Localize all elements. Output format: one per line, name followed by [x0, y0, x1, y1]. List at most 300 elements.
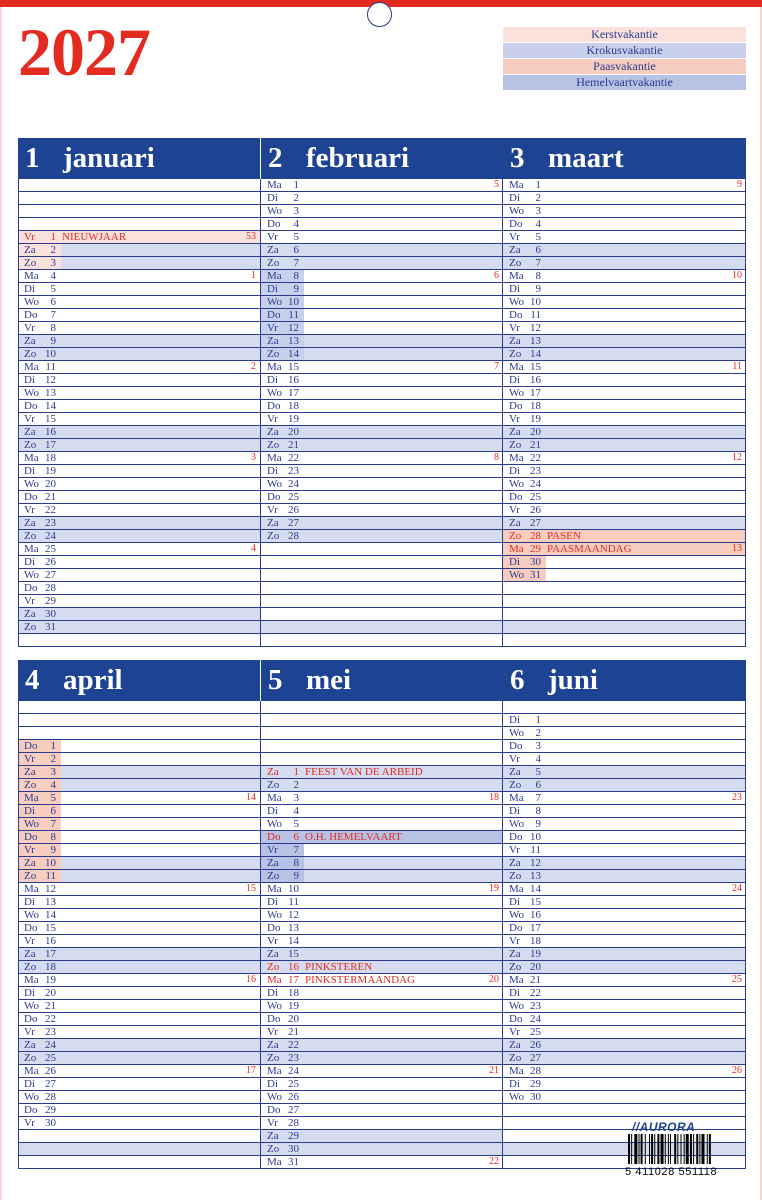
weekday: Wo — [267, 205, 283, 217]
month-number: 1 — [25, 142, 40, 174]
weekday: Vr — [509, 413, 520, 425]
month-header-april — [18, 660, 260, 701]
weekday: Di — [509, 805, 520, 817]
day-number: 25 — [288, 1078, 299, 1090]
day-number: 10 — [288, 883, 299, 895]
weekday: Di — [267, 465, 278, 477]
weekday: Vr — [509, 935, 520, 947]
column-divider — [18, 701, 19, 1169]
empty-row — [18, 1143, 260, 1156]
day-row — [503, 452, 746, 465]
weekday: Do — [509, 218, 523, 230]
day-row — [261, 530, 503, 543]
day-row — [503, 465, 746, 478]
day-number: 25 — [288, 491, 299, 503]
month-header-maart — [503, 138, 746, 179]
day-number: 23 — [45, 1026, 56, 1038]
weekday: Za — [509, 1039, 521, 1051]
week-number: 23 — [732, 792, 742, 803]
day-number: 16 — [45, 935, 56, 947]
weekday: Vr — [509, 1026, 520, 1038]
weekday: Zo — [509, 530, 522, 542]
month-name: februari — [306, 142, 410, 174]
day-number: 18 — [530, 400, 541, 412]
day-row — [18, 608, 260, 621]
weekday: Di — [509, 283, 520, 295]
empty-row — [18, 701, 260, 714]
day-row — [18, 543, 260, 556]
day-row — [261, 296, 503, 309]
empty-row — [18, 1130, 260, 1143]
day-number: 8 — [293, 857, 299, 869]
day-number: 3 — [293, 205, 299, 217]
day-row — [261, 413, 503, 426]
day-number: 23 — [530, 1000, 541, 1012]
month-name: juni — [548, 664, 598, 696]
day-number: 13 — [530, 870, 541, 882]
empty-row — [503, 621, 746, 634]
day-number: 25 — [45, 543, 56, 555]
day-row — [503, 530, 746, 543]
day-row — [503, 779, 746, 792]
day-number: 24 — [530, 1013, 541, 1025]
day-row — [503, 1078, 746, 1091]
day-number: 30 — [288, 1143, 299, 1155]
day-number: 5 — [535, 766, 541, 778]
day-row — [261, 935, 503, 948]
month-header-januari — [18, 138, 260, 179]
day-number: 19 — [288, 1000, 299, 1012]
day-row — [18, 504, 260, 517]
day-row — [503, 387, 746, 400]
weekday: Ma — [267, 1065, 282, 1077]
week-number: 13 — [732, 543, 742, 554]
day-row — [18, 1104, 260, 1117]
weekday: Vr — [24, 844, 35, 856]
empty-row — [261, 634, 503, 647]
day-row — [261, 218, 503, 231]
day-row — [503, 179, 746, 192]
weekday: Za — [24, 766, 36, 778]
day-row — [503, 192, 746, 205]
day-number: 11 — [288, 309, 299, 321]
legend-kerstvakantie: Kerstvakantie — [503, 27, 746, 42]
weekday: Vr — [24, 753, 35, 765]
day-number: 11 — [45, 361, 56, 373]
day-number: 12 — [45, 883, 56, 895]
day-row — [18, 1065, 260, 1078]
day-number: 19 — [45, 974, 56, 986]
day-row — [18, 857, 260, 870]
weekday: Wo — [509, 478, 525, 490]
weekday: Za — [509, 517, 521, 529]
week-number: 5 — [494, 179, 499, 190]
day-number: 7 — [293, 257, 299, 269]
weekday: Ma — [267, 179, 282, 191]
day-row — [18, 296, 260, 309]
day-row — [18, 779, 260, 792]
day-row — [261, 322, 503, 335]
day-row — [261, 766, 503, 779]
weekday: Ma — [24, 543, 39, 555]
day-row — [261, 361, 503, 374]
day-number: 17 — [45, 439, 56, 451]
day-row — [18, 766, 260, 779]
day-number: 3 — [535, 205, 541, 217]
day-row — [18, 1000, 260, 1013]
month-number: 3 — [510, 142, 525, 174]
day-number: 20 — [288, 1013, 299, 1025]
holiday-label: PAASMAANDAG — [547, 543, 632, 555]
weekday: Za — [509, 948, 521, 960]
weekday: Za — [267, 335, 279, 347]
day-number: 20 — [288, 426, 299, 438]
weekday: Zo — [24, 530, 37, 542]
day-number: 29 — [45, 595, 56, 607]
day-number: 26 — [45, 556, 56, 568]
empty-row — [261, 543, 503, 556]
day-number: 16 — [530, 909, 541, 921]
legend-hemelvaartvakantie: Hemelvaartvakantie — [503, 75, 746, 90]
week-number: 11 — [732, 361, 742, 372]
day-number: 12 — [288, 322, 299, 334]
day-row — [503, 896, 746, 909]
day-row — [261, 205, 503, 218]
weekday: Za — [24, 517, 36, 529]
day-number: 13 — [288, 922, 299, 934]
weekday: Vr — [509, 844, 520, 856]
day-number: 26 — [288, 504, 299, 516]
day-row — [18, 987, 260, 1000]
day-number: 23 — [530, 465, 541, 477]
month-header-mei — [261, 660, 503, 701]
day-number: 1 — [293, 179, 299, 191]
weekday: Di — [24, 987, 35, 999]
weekday: Vr — [509, 753, 520, 765]
weekday: Zo — [24, 621, 37, 633]
week-number: 19 — [489, 883, 499, 894]
weekday: Vr — [267, 1026, 278, 1038]
day-number: 27 — [45, 1078, 56, 1090]
day-number: 24 — [288, 1065, 299, 1077]
day-number: 30 — [530, 1091, 541, 1103]
day-row — [18, 465, 260, 478]
weekday: Vr — [24, 595, 35, 607]
day-number: 26 — [530, 1039, 541, 1051]
empty-row — [18, 179, 260, 192]
day-number: 27 — [288, 517, 299, 529]
day-number: 19 — [288, 413, 299, 425]
weekday: Do — [509, 922, 523, 934]
weekday: Ma — [267, 883, 282, 895]
empty-row — [18, 634, 260, 647]
day-number: 21 — [288, 439, 299, 451]
day-row — [503, 335, 746, 348]
empty-row — [261, 727, 503, 740]
day-row — [18, 361, 260, 374]
hanging-hole — [367, 2, 392, 27]
day-row — [18, 1013, 260, 1026]
column-divider — [502, 701, 503, 1169]
day-row — [503, 270, 746, 283]
weekday: Zo — [267, 1143, 280, 1155]
day-row — [261, 974, 503, 987]
day-number: 4 — [50, 270, 56, 282]
day-row — [261, 283, 503, 296]
weekday: Za — [509, 335, 521, 347]
day-number: 11 — [530, 844, 541, 856]
empty-row — [503, 595, 746, 608]
weekday: Zo — [24, 779, 37, 791]
weekday: Vr — [509, 231, 520, 243]
day-row — [18, 883, 260, 896]
day-row — [18, 257, 260, 270]
weekday: Do — [267, 218, 281, 230]
day-number: 29 — [530, 1078, 541, 1090]
day-row — [18, 348, 260, 361]
column-divider — [745, 701, 746, 1169]
day-number: 19 — [530, 413, 541, 425]
weekday: Di — [509, 987, 520, 999]
week-number: 18 — [489, 792, 499, 803]
day-number: 26 — [45, 1065, 56, 1077]
day-number: 21 — [530, 439, 541, 451]
day-number: 6 — [50, 805, 56, 817]
day-number: 23 — [288, 465, 299, 477]
day-row — [503, 556, 746, 569]
day-number: 2 — [50, 753, 56, 765]
day-row — [503, 543, 746, 556]
day-number: 29 — [530, 543, 541, 555]
weekday: Ma — [24, 1065, 39, 1077]
weekday: Zo — [267, 1052, 280, 1064]
weekday: Ma — [509, 792, 524, 804]
day-number: 24 — [45, 530, 56, 542]
day-row — [261, 831, 503, 844]
weekday: Di — [267, 805, 278, 817]
day-number: 16 — [288, 374, 299, 386]
day-row — [261, 1130, 503, 1143]
day-number: 7 — [535, 792, 541, 804]
empty-row — [18, 1156, 260, 1169]
weekday: Wo — [509, 205, 525, 217]
weekday: Za — [267, 244, 279, 256]
day-row — [503, 1052, 746, 1065]
day-row — [503, 400, 746, 413]
day-number: 1 — [50, 231, 56, 243]
day-row — [503, 257, 746, 270]
week-number: 12 — [732, 452, 742, 463]
day-row — [18, 426, 260, 439]
day-row — [18, 1078, 260, 1091]
weekday: Wo — [24, 478, 40, 490]
day-number: 6 — [50, 296, 56, 308]
weekday: Wo — [24, 1000, 40, 1012]
day-number: 8 — [293, 270, 299, 282]
week-number: 1 — [251, 270, 256, 281]
day-row — [18, 582, 260, 595]
weekday: Do — [24, 400, 38, 412]
empty-row — [18, 205, 260, 218]
day-row — [261, 1117, 503, 1130]
weekday: Zo — [24, 257, 37, 269]
day-row — [503, 935, 746, 948]
day-number: 31 — [530, 569, 541, 581]
weekday: Di — [267, 1078, 278, 1090]
day-number: 9 — [293, 870, 299, 882]
weekday: Do — [509, 309, 523, 321]
weekday: Vr — [267, 413, 278, 425]
day-row — [18, 387, 260, 400]
weekday: Vr — [24, 1026, 35, 1038]
day-row — [261, 1000, 503, 1013]
day-number: 7 — [535, 257, 541, 269]
weekday: Wo — [24, 569, 40, 581]
weekday: Wo — [267, 387, 283, 399]
day-number: 14 — [530, 348, 541, 360]
day-number: 19 — [530, 948, 541, 960]
weekday: Ma — [509, 543, 524, 555]
weekday: Do — [24, 1013, 38, 1025]
empty-row — [261, 569, 503, 582]
day-row — [18, 400, 260, 413]
day-row — [261, 1065, 503, 1078]
weekday: Di — [509, 556, 520, 568]
day-number: 14 — [288, 348, 299, 360]
weekday: Ma — [509, 452, 524, 464]
week-number: 7 — [494, 361, 499, 372]
day-number: 11 — [288, 896, 299, 908]
weekday: Do — [509, 740, 523, 752]
empty-row — [18, 192, 260, 205]
day-number: 7 — [293, 844, 299, 856]
day-row — [503, 857, 746, 870]
day-row — [261, 1091, 503, 1104]
weekday: Wo — [267, 1091, 283, 1103]
vacation-legend — [503, 27, 746, 91]
week-number: 53 — [246, 231, 256, 242]
day-number: 29 — [45, 1104, 56, 1116]
day-row — [18, 974, 260, 987]
empty-row — [503, 1104, 746, 1117]
weekday: Di — [24, 896, 35, 908]
weekday: Za — [267, 517, 279, 529]
weekday: Do — [24, 582, 38, 594]
weekday: Ma — [24, 792, 39, 804]
weekday: Di — [24, 1078, 35, 1090]
day-row — [503, 361, 746, 374]
weekday: Do — [267, 491, 281, 503]
weekday: Wo — [24, 909, 40, 921]
barcode — [628, 1134, 736, 1164]
day-number: 10 — [45, 348, 56, 360]
column-divider — [260, 179, 261, 647]
day-number: 1 — [50, 740, 56, 752]
weekday: Vr — [24, 504, 35, 516]
day-row — [503, 1013, 746, 1026]
weekday: Di — [24, 556, 35, 568]
day-number: 4 — [535, 753, 541, 765]
day-number: 16 — [288, 961, 299, 973]
day-row — [503, 727, 746, 740]
day-number: 5 — [535, 231, 541, 243]
weekday: Wo — [267, 1000, 283, 1012]
empty-row — [261, 701, 503, 714]
weekday: Do — [24, 1104, 38, 1116]
day-number: 5 — [50, 792, 56, 804]
weekday: Za — [509, 766, 521, 778]
empty-row — [261, 595, 503, 608]
day-number: 15 — [288, 361, 299, 373]
day-number: 17 — [288, 387, 299, 399]
day-row — [503, 844, 746, 857]
day-row — [261, 517, 503, 530]
day-row — [261, 465, 503, 478]
day-row — [503, 805, 746, 818]
day-number: 23 — [45, 517, 56, 529]
weekday: Za — [267, 1039, 279, 1051]
weekday: Ma — [24, 270, 39, 282]
weekday: Zo — [267, 961, 280, 973]
day-row — [261, 426, 503, 439]
weekday: Zo — [267, 530, 280, 542]
day-number: 5 — [293, 818, 299, 830]
day-row — [261, 922, 503, 935]
weekday: Vr — [24, 231, 35, 243]
day-number: 21 — [45, 491, 56, 503]
day-number: 12 — [288, 909, 299, 921]
day-number: 3 — [50, 257, 56, 269]
day-row — [503, 883, 746, 896]
day-number: 29 — [288, 1130, 299, 1142]
day-row — [503, 740, 746, 753]
day-row — [261, 257, 503, 270]
day-row — [503, 1039, 746, 1052]
day-number: 2 — [50, 244, 56, 256]
day-number: 5 — [293, 231, 299, 243]
day-number: 22 — [45, 504, 56, 516]
day-number: 11 — [530, 309, 541, 321]
day-number: 18 — [45, 961, 56, 973]
week-number: 24 — [732, 883, 742, 894]
day-number: 25 — [45, 1052, 56, 1064]
empty-row — [503, 634, 746, 647]
day-number: 25 — [530, 1026, 541, 1038]
day-row — [503, 374, 746, 387]
day-number: 3 — [293, 792, 299, 804]
holiday-label: FEEST VAN DE ARBEID — [305, 766, 423, 778]
weekday: Do — [267, 1104, 281, 1116]
day-row — [503, 413, 746, 426]
day-number: 26 — [288, 1091, 299, 1103]
left-edge — [0, 7, 2, 1200]
day-row — [261, 1013, 503, 1026]
weekday: Zo — [509, 257, 522, 269]
day-number: 8 — [535, 805, 541, 817]
day-row — [503, 309, 746, 322]
column-divider — [18, 179, 19, 647]
weekday: Zo — [267, 779, 280, 791]
day-row — [261, 805, 503, 818]
day-number: 4 — [293, 805, 299, 817]
day-number: 1 — [535, 179, 541, 191]
weekday: Wo — [509, 569, 525, 581]
day-number: 2 — [535, 192, 541, 204]
day-number: 30 — [45, 1117, 56, 1129]
weekday: Zo — [267, 439, 280, 451]
weekday: Vr — [267, 231, 278, 243]
day-number: 20 — [45, 987, 56, 999]
